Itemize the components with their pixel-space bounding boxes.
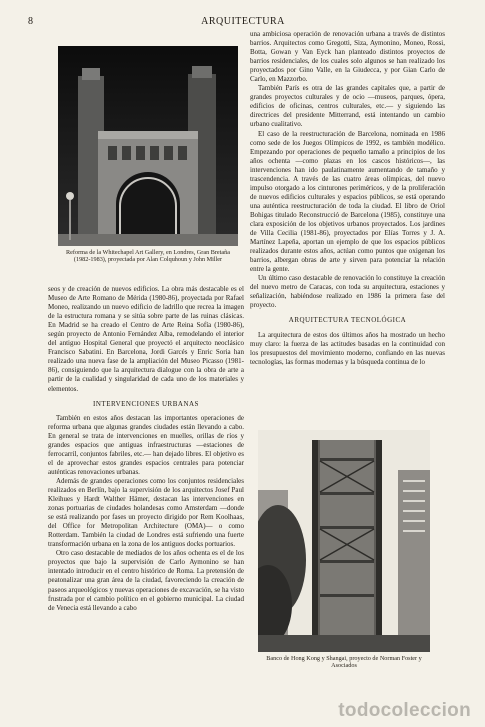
figure-hongkong-bank-caption: Banco de Hong Kong y Shangai, proyecto de Norman Foster y Asociados: [266, 655, 422, 670]
section-title-arquitectura-tecnologica: ARQUITECTURA TECNOLÓGICA: [288, 316, 407, 325]
right-paragraph-2: También París es otra de las grandes capitales que, a partir de grandes proyectos culturales y de ocio —museos, parques, ópera, edificios de oficinas, centros culturales, etc.— y siguiendo las directrices del presidente Mitterrand, está intentando un cambio urbano cualitativo.: [250, 84, 445, 129]
section-title-intervenciones: INTERVENCIONES URBANAS: [93, 399, 199, 408]
left-column: [48, 285, 244, 613]
running-title: ARQUITECTURA: [201, 16, 285, 27]
right-paragraph-1: una ambiciosa operación de renovación urbana a través de distintos barrios. Arquitectos como Gregotti, Siza, Aymonino, Moneo, Rossi, Botta, Gowan y Van Eyck han planteado distintos proyectos de barrios residenciales, de los cuales solo algunos se han realizado los proyectados por Gino Valle, en la Giudecca, y por Gian Carlo de Carlo, en Mazzorbo.: [250, 30, 445, 84]
left-paragraph-1: seos y de creación de nuevos edificios. La obra más destacable es el Museo de Arte Romano de Mérida (1980-86), proyectada por Rafael Moneo, realizando un nuevo edificio de ladrillo que recrea la imagen de la estructura romana y se sitúa sobre parte de las ruinas clásicas. En Madrid se ha creado el Centro de Arte Reina Sofía (1980-86), según proyecto de Antonio Fernández Alba, remodelando el interior del antiguo Hospital General que proyectó el arquitecto neoclásico Francisco Sabatini. En Barcelona, Jordi Garcés y Enric Soria han realizado una nueva fase de la ampliación del Museo Picasso (1981-86), consiguiendo que la arquitectura dialogue con la obra de arte a partir de la cualidad y singularidad de cada uno de los materiales y elementos.: [48, 285, 244, 393]
hongkong-bank-photo: [258, 430, 430, 652]
left-paragraph-4: Otro caso destacable de mediados de los años ochenta es el de los proyectos que bajo la supervisión de Carlo Aymonino se han intentado introducir en el centro histórico de Roma. La pretensión de peatonalizar una gran área de la ciudad, favoreciendo la creación de paseos arqueológicos y nuevas operaciones de excavación, se ha visto frustrada por el cambio político en el gobierno municipal. La ciudad de Venecia está llevando a cabo: [48, 549, 244, 612]
whitechapel-photo: [58, 46, 238, 246]
figure-hongkong-bank: [258, 430, 430, 669]
right-paragraph-5: La arquitectura de estos dos últimos años ha mostrado un hecho muy claro: la fuerza de las actitudes basadas en la continuidad con los presupuestos del movimiento moderno, confiando en las nuevas tecnologías, las formas modernas y la búsqueda continua de lo: [250, 330, 445, 366]
right-paragraph-3: El caso de la reestructuración de Barcelona, nominada en 1986 como sede de los Juegos Olímpicos de 1992, es también modélico. Empezando por operaciones de pequeño tamaño a principios de los años ochenta —como plazas en los cascos históricos—, las intervenciones han ido paulatinamente aumentando de tamaño y trascendencia. A través de las cuatro áreas olímpicas, del nuevo impulso otorgado a los cinturones periméricos, y de la proliferación de nuevos edificios culturales y espacios públicos, se está operando una auténtica reestructuración de toda la ciudad. El libro de Oriol Bohigas titulado Reconstrucció de Barcelona (1985), constituye una clara exposición de los objetivos urbanos proyectados. Los jardines de Villa Cecilia (1981-86), proyectados por Elías Torres y J. A. Martínez Lapeña, aportan un ejemplo de que los espacios públicos realizados durante estos años, actúan como puntos que oxigenan los barrios, albergan obras de arte y sirven para potenciar la relación entre la gente.: [250, 129, 445, 274]
todocoleccion-watermark: todocoleccion: [338, 700, 471, 721]
right-paragraph-4: Un último caso destacable de renovación lo constituye la creación del nuevo metro de Caracas, con toda su arquitectura, estaciones y señalización, habiéndose realizado en 1986 la primera fase del proyecto.: [250, 274, 445, 310]
whitechapel-photo-illustration: [58, 46, 238, 246]
page-header: [28, 16, 458, 30]
left-paragraph-2: También en estos años destacan las importantes operaciones de reforma urbana que algunas grandes ciudades están llevando a cabo. En general se trata de intervenciones en muelles, orillas de ríos y grandes espacios que antiguas infraestructuras —estaciones de ferrocarril, conjuntos fabriles, etc.— han dejado libres. El objetivo es el de aprovechar estos grandes espacios centrales para potenciar auténticas renovaciones urbanas.: [48, 413, 244, 476]
page-number: 8: [28, 16, 33, 27]
left-paragraph-3: Además de grandes operaciones como los conjuntos residenciales realizados en Berlín, bajo la supervisión de los arquitectos Josef Paul Kleihues y Hardt Walther Hämer, destacan las intervenciones en zonas portuarias de ciudades holandesas como Amsterdam —donde se está realizando por fases un proyecto dirigido por Rem Koolhaas, del Office for Metropolitan Architecture (OMA)— o como Rotterdam. También la ciudad de Londres está sufriendo una fuerte transformación urbana en la zona de los antiguos docks portuarios.: [48, 476, 244, 549]
hongkong-bank-photo-illustration: [258, 430, 430, 652]
figure-whitechapel-caption: Reforma de la Whitechapel Art Gallery, en Londres, Gran Bretaña (1982-1983), proyectada por Alan Colquhoun y John Miller: [66, 249, 230, 264]
right-column: [250, 30, 445, 367]
figure-whitechapel: [58, 46, 238, 263]
